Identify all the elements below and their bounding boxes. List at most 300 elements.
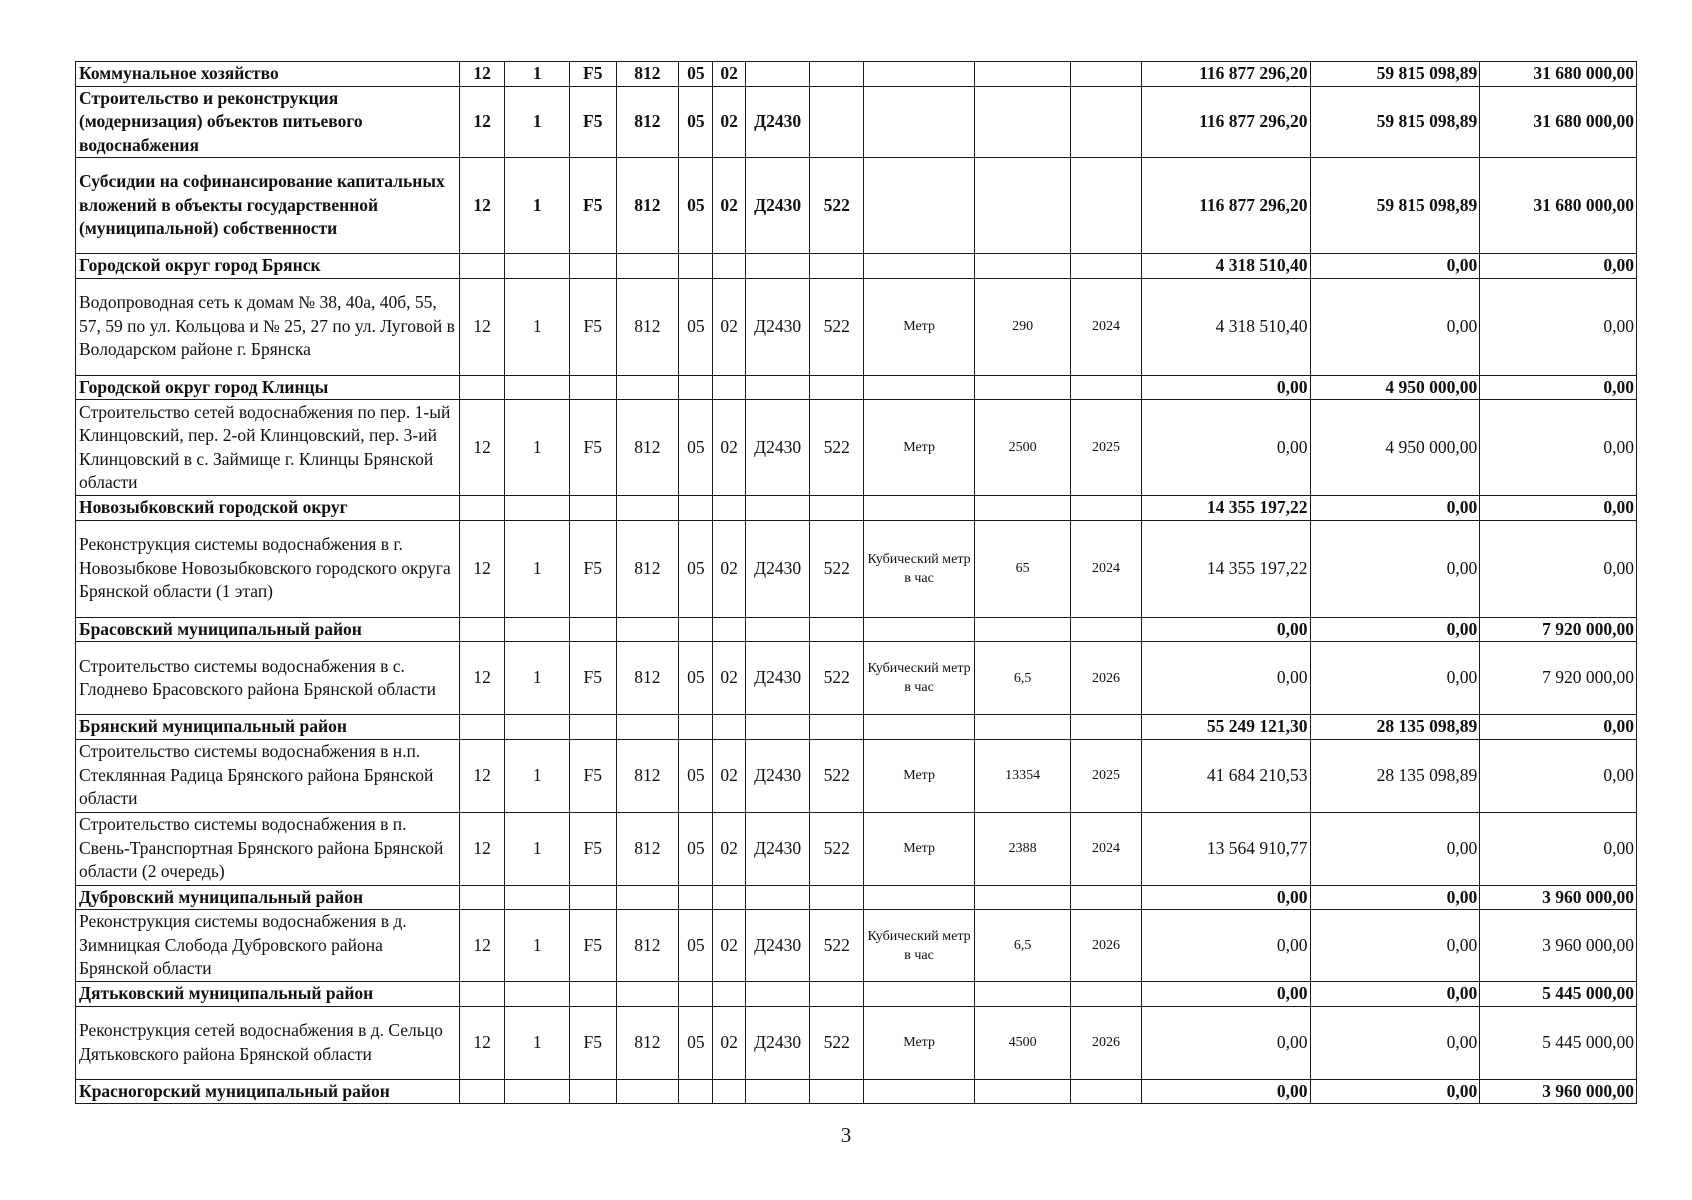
cell-amount-2: 59 815 098,89 (1310, 62, 1480, 87)
table-row (76, 520, 1637, 617)
cell-code-2 (505, 982, 570, 1007)
cell-year: 2026 (1071, 1006, 1142, 1079)
cell-code-7 (745, 715, 810, 740)
cell-code-6: 02 (713, 86, 745, 158)
cell-name: Реконструкция сетей водоснабжения в д. Сельцо Дятьковского района Брянской области (76, 1006, 460, 1079)
cell-code-5: 05 (679, 520, 713, 617)
cell-amount-3: 31 680 000,00 (1480, 62, 1637, 87)
cell-code-7 (745, 982, 810, 1007)
cell-code-8: 522 (810, 812, 864, 885)
cell-amount-2: 0,00 (1310, 885, 1480, 910)
cell-code-5: 05 (679, 62, 713, 87)
cell-code-3: F5 (570, 812, 616, 885)
cell-code-8: 522 (810, 1006, 864, 1079)
cell-code-2 (505, 1079, 570, 1104)
cell-code-8: 522 (810, 158, 864, 254)
cell-code-6 (713, 885, 745, 910)
cell-amount-3: 3 960 000,00 (1480, 910, 1637, 982)
cell-quantity: 6,5 (975, 642, 1071, 715)
cell-year: 2026 (1071, 910, 1142, 982)
cell-unit (864, 982, 975, 1007)
cell-name: Новозыбковский городской округ (76, 496, 460, 521)
cell-code-2 (505, 715, 570, 740)
cell-code-5 (679, 254, 713, 279)
page-number: 3 (840, 1123, 852, 1147)
table-row-group (76, 715, 1637, 740)
cell-code-1: 12 (459, 278, 504, 375)
cell-code-6 (713, 617, 745, 642)
cell-amount-3: 5 445 000,00 (1480, 982, 1637, 1007)
cell-quantity: 65 (975, 520, 1071, 617)
cell-amount-3: 0,00 (1480, 400, 1637, 496)
cell-amount-1: 14 355 197,22 (1141, 496, 1310, 521)
cell-quantity (975, 254, 1071, 279)
cell-code-8 (810, 617, 864, 642)
cell-amount-2: 4 950 000,00 (1310, 400, 1480, 496)
cell-amount-3: 7 920 000,00 (1480, 642, 1637, 715)
cell-unit (864, 86, 975, 158)
cell-code-6: 02 (713, 812, 745, 885)
cell-code-8 (810, 86, 864, 158)
cell-code-7 (745, 496, 810, 521)
cell-code-3: F5 (570, 1006, 616, 1079)
cell-code-5: 05 (679, 739, 713, 812)
cell-code-6: 02 (713, 910, 745, 982)
cell-code-8 (810, 982, 864, 1007)
cell-code-3: F5 (570, 62, 616, 87)
cell-amount-2: 0,00 (1310, 520, 1480, 617)
cell-code-3 (570, 254, 616, 279)
cell-year: 2024 (1071, 812, 1142, 885)
table-row-group (76, 86, 1637, 158)
cell-code-6: 02 (713, 158, 745, 254)
cell-quantity: 290 (975, 278, 1071, 375)
cell-amount-1: 0,00 (1141, 910, 1310, 982)
cell-code-5: 05 (679, 86, 713, 158)
budget-table (75, 61, 1637, 1104)
cell-code-3 (570, 375, 616, 400)
cell-quantity (975, 62, 1071, 87)
cell-quantity (975, 982, 1071, 1007)
cell-code-3: F5 (570, 400, 616, 496)
cell-amount-1: 116 877 296,20 (1141, 158, 1310, 254)
cell-code-1: 12 (459, 739, 504, 812)
cell-code-5: 05 (679, 400, 713, 496)
cell-amount-1: 0,00 (1141, 375, 1310, 400)
cell-amount-2: 0,00 (1310, 254, 1480, 279)
cell-code-7 (745, 617, 810, 642)
cell-amount-1: 0,00 (1141, 400, 1310, 496)
cell-code-2: 1 (505, 158, 570, 254)
cell-unit: Кубический метр в час (864, 910, 975, 982)
cell-code-1: 12 (459, 62, 504, 87)
cell-amount-2: 0,00 (1310, 617, 1480, 642)
cell-unit (864, 715, 975, 740)
cell-code-1 (459, 496, 504, 521)
cell-code-2: 1 (505, 400, 570, 496)
cell-code-1 (459, 617, 504, 642)
cell-name: Брасовский муниципальный район (76, 617, 460, 642)
cell-code-4: 812 (616, 62, 679, 87)
cell-code-6 (713, 496, 745, 521)
cell-code-6 (713, 375, 745, 400)
cell-amount-3: 0,00 (1480, 715, 1637, 740)
cell-amount-2: 0,00 (1310, 1006, 1480, 1079)
cell-code-2: 1 (505, 1006, 570, 1079)
cell-code-4 (616, 1079, 679, 1104)
cell-code-7: Д2430 (745, 910, 810, 982)
cell-amount-1: 0,00 (1141, 885, 1310, 910)
cell-code-7 (745, 254, 810, 279)
cell-amount-2: 28 135 098,89 (1310, 715, 1480, 740)
cell-code-2: 1 (505, 278, 570, 375)
cell-code-1 (459, 254, 504, 279)
table-row (76, 400, 1637, 496)
cell-name: Строительство и реконструкция (модернизация) объектов питьевого водоснабжения (76, 86, 460, 158)
cell-year (1071, 617, 1142, 642)
cell-code-5 (679, 1079, 713, 1104)
cell-code-3: F5 (570, 86, 616, 158)
cell-unit: Метр (864, 812, 975, 885)
cell-unit (864, 254, 975, 279)
cell-name: Городской округ город Клинцы (76, 375, 460, 400)
cell-code-1 (459, 715, 504, 740)
table-row (76, 642, 1637, 715)
cell-amount-1: 4 318 510,40 (1141, 278, 1310, 375)
cell-unit: Метр (864, 1006, 975, 1079)
cell-code-4: 812 (616, 739, 679, 812)
cell-code-4: 812 (616, 278, 679, 375)
cell-quantity (975, 617, 1071, 642)
cell-code-5: 05 (679, 910, 713, 982)
cell-amount-3: 5 445 000,00 (1480, 1006, 1637, 1079)
cell-amount-2: 59 815 098,89 (1310, 86, 1480, 158)
cell-code-3: F5 (570, 910, 616, 982)
cell-code-6: 02 (713, 1006, 745, 1079)
cell-year (1071, 375, 1142, 400)
cell-amount-2: 0,00 (1310, 1079, 1480, 1104)
cell-code-7: Д2430 (745, 86, 810, 158)
cell-code-4 (616, 375, 679, 400)
cell-code-3: F5 (570, 739, 616, 812)
cell-code-5 (679, 715, 713, 740)
cell-code-8: 522 (810, 739, 864, 812)
cell-code-8: 522 (810, 278, 864, 375)
cell-amount-1: 55 249 121,30 (1141, 715, 1310, 740)
cell-code-1: 12 (459, 642, 504, 715)
cell-code-4: 812 (616, 1006, 679, 1079)
cell-code-3: F5 (570, 278, 616, 375)
cell-name: Субсидии на софинансирование капитальных вложений в объекты государственной (муниципальной) собственности (76, 158, 460, 254)
cell-name: Строительство системы водоснабжения в н.п. Стеклянная Радица Брянского района Брянской области (76, 739, 460, 812)
cell-code-5: 05 (679, 812, 713, 885)
table-row (76, 812, 1637, 885)
cell-year (1071, 982, 1142, 1007)
cell-code-6 (713, 715, 745, 740)
cell-quantity (975, 885, 1071, 910)
cell-code-1: 12 (459, 86, 504, 158)
cell-code-8 (810, 1079, 864, 1104)
cell-year (1071, 62, 1142, 87)
cell-amount-2: 0,00 (1310, 812, 1480, 885)
cell-quantity: 2388 (975, 812, 1071, 885)
cell-code-4 (616, 254, 679, 279)
cell-code-3 (570, 715, 616, 740)
cell-code-4: 812 (616, 86, 679, 158)
cell-unit (864, 885, 975, 910)
cell-amount-1: 0,00 (1141, 1006, 1310, 1079)
cell-code-8: 522 (810, 520, 864, 617)
cell-name: Строительство системы водоснабжения в п. Свень-Транспортная Брянского района Брянской области (2 очередь) (76, 812, 460, 885)
cell-amount-3: 31 680 000,00 (1480, 86, 1637, 158)
cell-code-1 (459, 1079, 504, 1104)
cell-code-2 (505, 617, 570, 642)
cell-code-7 (745, 62, 810, 87)
cell-amount-1: 0,00 (1141, 982, 1310, 1007)
cell-code-7: Д2430 (745, 278, 810, 375)
cell-quantity: 2500 (975, 400, 1071, 496)
cell-quantity (975, 158, 1071, 254)
table-row-group (76, 617, 1637, 642)
cell-amount-1: 4 318 510,40 (1141, 254, 1310, 279)
cell-code-8 (810, 254, 864, 279)
cell-name: Красногорский муниципальный район (76, 1079, 460, 1104)
cell-year (1071, 1079, 1142, 1104)
cell-amount-1: 116 877 296,20 (1141, 62, 1310, 87)
cell-code-3: F5 (570, 158, 616, 254)
cell-code-6: 02 (713, 739, 745, 812)
cell-code-1: 12 (459, 520, 504, 617)
cell-name: Городской округ город Брянск (76, 254, 460, 279)
cell-code-2: 1 (505, 812, 570, 885)
cell-amount-1: 0,00 (1141, 1079, 1310, 1104)
table-row-group (76, 254, 1637, 279)
cell-code-5: 05 (679, 158, 713, 254)
cell-unit (864, 375, 975, 400)
cell-code-4: 812 (616, 520, 679, 617)
cell-code-6: 02 (713, 400, 745, 496)
cell-unit: Метр (864, 400, 975, 496)
cell-code-3 (570, 982, 616, 1007)
cell-unit (864, 617, 975, 642)
cell-amount-2: 0,00 (1310, 642, 1480, 715)
cell-amount-3: 31 680 000,00 (1480, 158, 1637, 254)
table-row (76, 739, 1637, 812)
cell-code-3 (570, 617, 616, 642)
cell-unit: Кубический метр в час (864, 642, 975, 715)
cell-code-4: 812 (616, 158, 679, 254)
cell-code-6 (713, 254, 745, 279)
cell-quantity (975, 375, 1071, 400)
cell-unit (864, 62, 975, 87)
cell-year (1071, 254, 1142, 279)
cell-code-2 (505, 885, 570, 910)
cell-amount-3: 3 960 000,00 (1480, 1079, 1637, 1104)
cell-amount-3: 0,00 (1480, 520, 1637, 617)
table-row-group (76, 885, 1637, 910)
cell-amount-3: 0,00 (1480, 812, 1637, 885)
cell-code-4 (616, 885, 679, 910)
cell-amount-2: 0,00 (1310, 278, 1480, 375)
cell-code-6 (713, 982, 745, 1007)
cell-code-2: 1 (505, 520, 570, 617)
cell-year (1071, 86, 1142, 158)
cell-amount-2: 0,00 (1310, 910, 1480, 982)
cell-amount-1: 14 355 197,22 (1141, 520, 1310, 617)
cell-code-4: 812 (616, 642, 679, 715)
cell-code-6: 02 (713, 278, 745, 375)
cell-code-1: 12 (459, 910, 504, 982)
cell-amount-2: 0,00 (1310, 982, 1480, 1007)
cell-code-1: 12 (459, 158, 504, 254)
table-row (76, 278, 1637, 375)
cell-code-4: 812 (616, 910, 679, 982)
table-row-group (76, 982, 1637, 1007)
cell-code-5: 05 (679, 278, 713, 375)
cell-name: Дятьковский муниципальный район (76, 982, 460, 1007)
cell-unit: Метр (864, 739, 975, 812)
cell-amount-2: 4 950 000,00 (1310, 375, 1480, 400)
cell-amount-2: 28 135 098,89 (1310, 739, 1480, 812)
cell-code-7: Д2430 (745, 1006, 810, 1079)
cell-code-7 (745, 885, 810, 910)
cell-code-7: Д2430 (745, 158, 810, 254)
cell-year (1071, 496, 1142, 521)
table-row-group (76, 158, 1637, 254)
cell-code-1 (459, 982, 504, 1007)
cell-code-2: 1 (505, 642, 570, 715)
table-row-group (76, 62, 1637, 87)
cell-year (1071, 158, 1142, 254)
cell-name: Строительство сетей водоснабжения по пер. 1-ый Клинцовский, пер. 2-ой Клинцовский, пер. 3-ий Клинцовский в с. Займище г. Клинцы Брянской области (76, 400, 460, 496)
cell-unit: Кубический метр в час (864, 520, 975, 617)
cell-quantity (975, 86, 1071, 158)
cell-name: Строительство системы водоснабжения в с. Глоднево Брасовского района Брянской области (76, 642, 460, 715)
budget-table-container (75, 61, 1637, 1104)
cell-code-6: 02 (713, 62, 745, 87)
cell-name: Реконструкция системы водоснабжения в г. Новозыбкове Новозыбковского городского округа Брянской области (1 этап) (76, 520, 460, 617)
cell-amount-1: 41 684 210,53 (1141, 739, 1310, 812)
cell-year: 2025 (1071, 400, 1142, 496)
cell-code-2: 1 (505, 62, 570, 87)
cell-amount-3: 0,00 (1480, 254, 1637, 279)
cell-name: Водопроводная сеть к домам № 38, 40а, 40б, 55, 57, 59 по ул. Кольцова и № 25, 27 по ул. Луговой в Володарском районе г. Брянска (76, 278, 460, 375)
cell-code-1: 12 (459, 400, 504, 496)
cell-amount-1: 13 564 910,77 (1141, 812, 1310, 885)
cell-code-7: Д2430 (745, 739, 810, 812)
cell-code-5 (679, 617, 713, 642)
cell-code-4 (616, 617, 679, 642)
cell-code-5 (679, 496, 713, 521)
cell-code-2: 1 (505, 739, 570, 812)
cell-amount-2: 59 815 098,89 (1310, 158, 1480, 254)
cell-code-1: 12 (459, 812, 504, 885)
cell-year: 2026 (1071, 642, 1142, 715)
cell-code-7 (745, 375, 810, 400)
cell-unit (864, 496, 975, 521)
cell-code-5 (679, 982, 713, 1007)
table-row (76, 910, 1637, 982)
cell-code-7: Д2430 (745, 812, 810, 885)
cell-code-1 (459, 375, 504, 400)
cell-code-8 (810, 496, 864, 521)
cell-code-5 (679, 885, 713, 910)
cell-code-3 (570, 885, 616, 910)
cell-quantity: 6,5 (975, 910, 1071, 982)
cell-name: Дубровский муниципальный район (76, 885, 460, 910)
cell-code-3: F5 (570, 520, 616, 617)
cell-code-4: 812 (616, 812, 679, 885)
cell-code-8: 522 (810, 642, 864, 715)
cell-code-1: 12 (459, 1006, 504, 1079)
cell-code-8 (810, 715, 864, 740)
cell-code-8 (810, 62, 864, 87)
table-row-group (76, 496, 1637, 521)
cell-amount-3: 7 920 000,00 (1480, 617, 1637, 642)
cell-code-2 (505, 496, 570, 521)
table-row-group (76, 1079, 1637, 1104)
cell-code-8 (810, 885, 864, 910)
table-row-group (76, 375, 1637, 400)
cell-code-1 (459, 885, 504, 910)
cell-name: Реконструкция системы водоснабжения в д. Зимницкая Слобода Дубровского района Брянской области (76, 910, 460, 982)
cell-code-3: F5 (570, 642, 616, 715)
cell-amount-1: 0,00 (1141, 617, 1310, 642)
cell-code-5: 05 (679, 1006, 713, 1079)
cell-code-6: 02 (713, 642, 745, 715)
cell-year (1071, 715, 1142, 740)
cell-code-6 (713, 1079, 745, 1104)
cell-amount-3: 0,00 (1480, 739, 1637, 812)
table-row (76, 1006, 1637, 1079)
cell-amount-2: 0,00 (1310, 496, 1480, 521)
cell-year: 2024 (1071, 278, 1142, 375)
cell-amount-3: 3 960 000,00 (1480, 885, 1637, 910)
cell-amount-3: 0,00 (1480, 278, 1637, 375)
cell-quantity (975, 1079, 1071, 1104)
cell-unit (864, 1079, 975, 1104)
cell-code-2 (505, 375, 570, 400)
cell-year (1071, 885, 1142, 910)
cell-code-4 (616, 982, 679, 1007)
cell-unit (864, 158, 975, 254)
cell-amount-1: 116 877 296,20 (1141, 86, 1310, 158)
cell-amount-3: 0,00 (1480, 496, 1637, 521)
cell-code-2: 1 (505, 86, 570, 158)
table-body (76, 62, 1637, 1104)
cell-name: Брянский муниципальный район (76, 715, 460, 740)
cell-code-5: 05 (679, 642, 713, 715)
cell-code-3 (570, 1079, 616, 1104)
cell-code-7: Д2430 (745, 400, 810, 496)
cell-name: Коммунальное хозяйство (76, 62, 460, 87)
cell-code-2 (505, 254, 570, 279)
cell-code-4: 812 (616, 400, 679, 496)
cell-code-5 (679, 375, 713, 400)
cell-code-4 (616, 715, 679, 740)
cell-code-2: 1 (505, 910, 570, 982)
cell-code-7: Д2430 (745, 520, 810, 617)
cell-code-8 (810, 375, 864, 400)
cell-unit: Метр (864, 278, 975, 375)
cell-code-4 (616, 496, 679, 521)
cell-code-8: 522 (810, 910, 864, 982)
cell-code-8: 522 (810, 400, 864, 496)
cell-year: 2025 (1071, 739, 1142, 812)
cell-amount-3: 0,00 (1480, 375, 1637, 400)
cell-amount-1: 0,00 (1141, 642, 1310, 715)
cell-quantity: 13354 (975, 739, 1071, 812)
